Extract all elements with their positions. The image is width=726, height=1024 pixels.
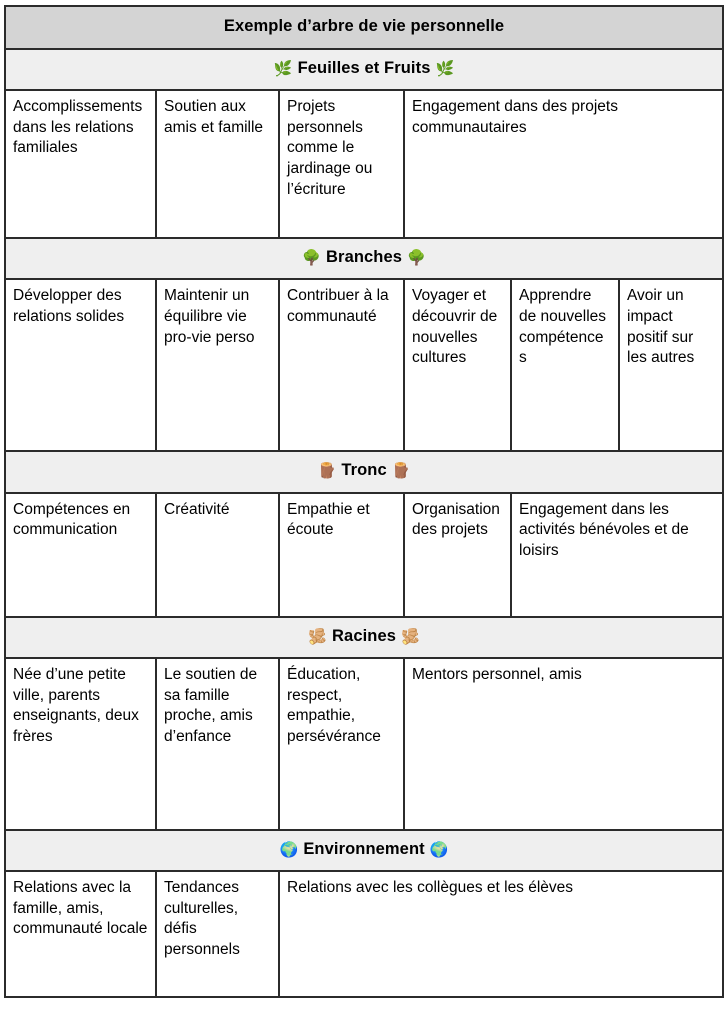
section-label-feuilles-et-fruits: Feuilles et Fruits: [297, 58, 431, 77]
cell-branches-5: Apprendre de nouvelles compétences: [511, 279, 619, 451]
herb-icon-right: 🌿: [435, 60, 455, 78]
table-row-racines: [5, 658, 723, 830]
table-row-environnement: [5, 871, 723, 997]
cell-tronc-2: Créativité: [156, 493, 279, 617]
cell-environnement-2: Tendances culturelles, défis personnels: [156, 871, 279, 997]
table-row-tronc: [5, 493, 723, 617]
cell-feuilles-3: Projets personnels comme le jardinage ou l’écriture: [279, 90, 404, 238]
root-icon-right: 🫚: [401, 628, 420, 646]
cell-branches-4: Voyager et découvrir de nouvelles cultures: [404, 279, 511, 451]
globe-icon-right: 🌍: [429, 841, 449, 859]
cell-feuilles-4: Engagement dans des projets communautaires: [404, 90, 723, 238]
cell-environnement-3: Relations avec les collègues et les élèves: [279, 871, 723, 997]
tree-of-life-table: [4, 5, 724, 998]
tree-icon-right: 🌳: [407, 249, 426, 267]
cell-tronc-3: Empathie et écoute: [279, 493, 404, 617]
section-header-racines: [5, 617, 723, 658]
page-title: Exemple d’arbre de vie personnelle: [5, 6, 723, 49]
wood-log-icon-right: 🪵: [391, 462, 411, 480]
table-title-row: [5, 6, 723, 49]
cell-racines-4: Mentors personnel, amis: [404, 658, 723, 830]
section-label-branches: Branches: [326, 248, 403, 267]
cell-racines-3: Éducation, respect, empathie, persévérance: [279, 658, 404, 830]
section-header-feuilles-et-fruits: [5, 49, 723, 90]
globe-icon-left: 🌍: [279, 841, 299, 859]
cell-feuilles-1: Accomplissements dans les relations familiales: [5, 90, 156, 238]
tree-icon-left: 🌳: [302, 249, 322, 267]
cell-tronc-1: Compétences en communication: [5, 493, 156, 617]
table-row-branches: [5, 279, 723, 451]
cell-branches-6: Avoir un impact positif sur les autres: [619, 279, 723, 451]
root-icon-left: 🫚: [308, 628, 328, 646]
cell-branches-1: Développer des relations solides: [5, 279, 156, 451]
cell-branches-2: Maintenir un équilibre vie pro-vie perso: [156, 279, 279, 451]
cell-racines-2: Le soutien de sa famille proche, amis d’enfance: [156, 658, 279, 830]
cell-branches-3: Contribuer à la communauté: [279, 279, 404, 451]
wood-log-icon-left: 🪵: [317, 462, 337, 480]
section-label-environnement: Environnement: [303, 840, 425, 858]
cell-feuilles-2: Soutien aux amis et famille: [156, 90, 279, 238]
section-header-tronc: [5, 451, 723, 492]
herb-icon-left: 🌿: [273, 60, 293, 78]
section-header-environnement: [5, 830, 723, 871]
section-label-tronc: Tronc: [341, 461, 387, 480]
section-header-branches: [5, 238, 723, 279]
cell-tronc-5: Engagement dans les activités bénévoles et de loisirs: [511, 493, 723, 617]
cell-environnement-1: Relations avec la famille, amis, communauté locale: [5, 871, 156, 997]
cell-tronc-4: Organisation des projets: [404, 493, 511, 617]
cell-racines-1: Née d’une petite ville, parents enseignants, deux frères: [5, 658, 156, 830]
section-label-racines: Racines: [332, 626, 397, 645]
table-row-feuilles-et-fruits: [5, 90, 723, 238]
